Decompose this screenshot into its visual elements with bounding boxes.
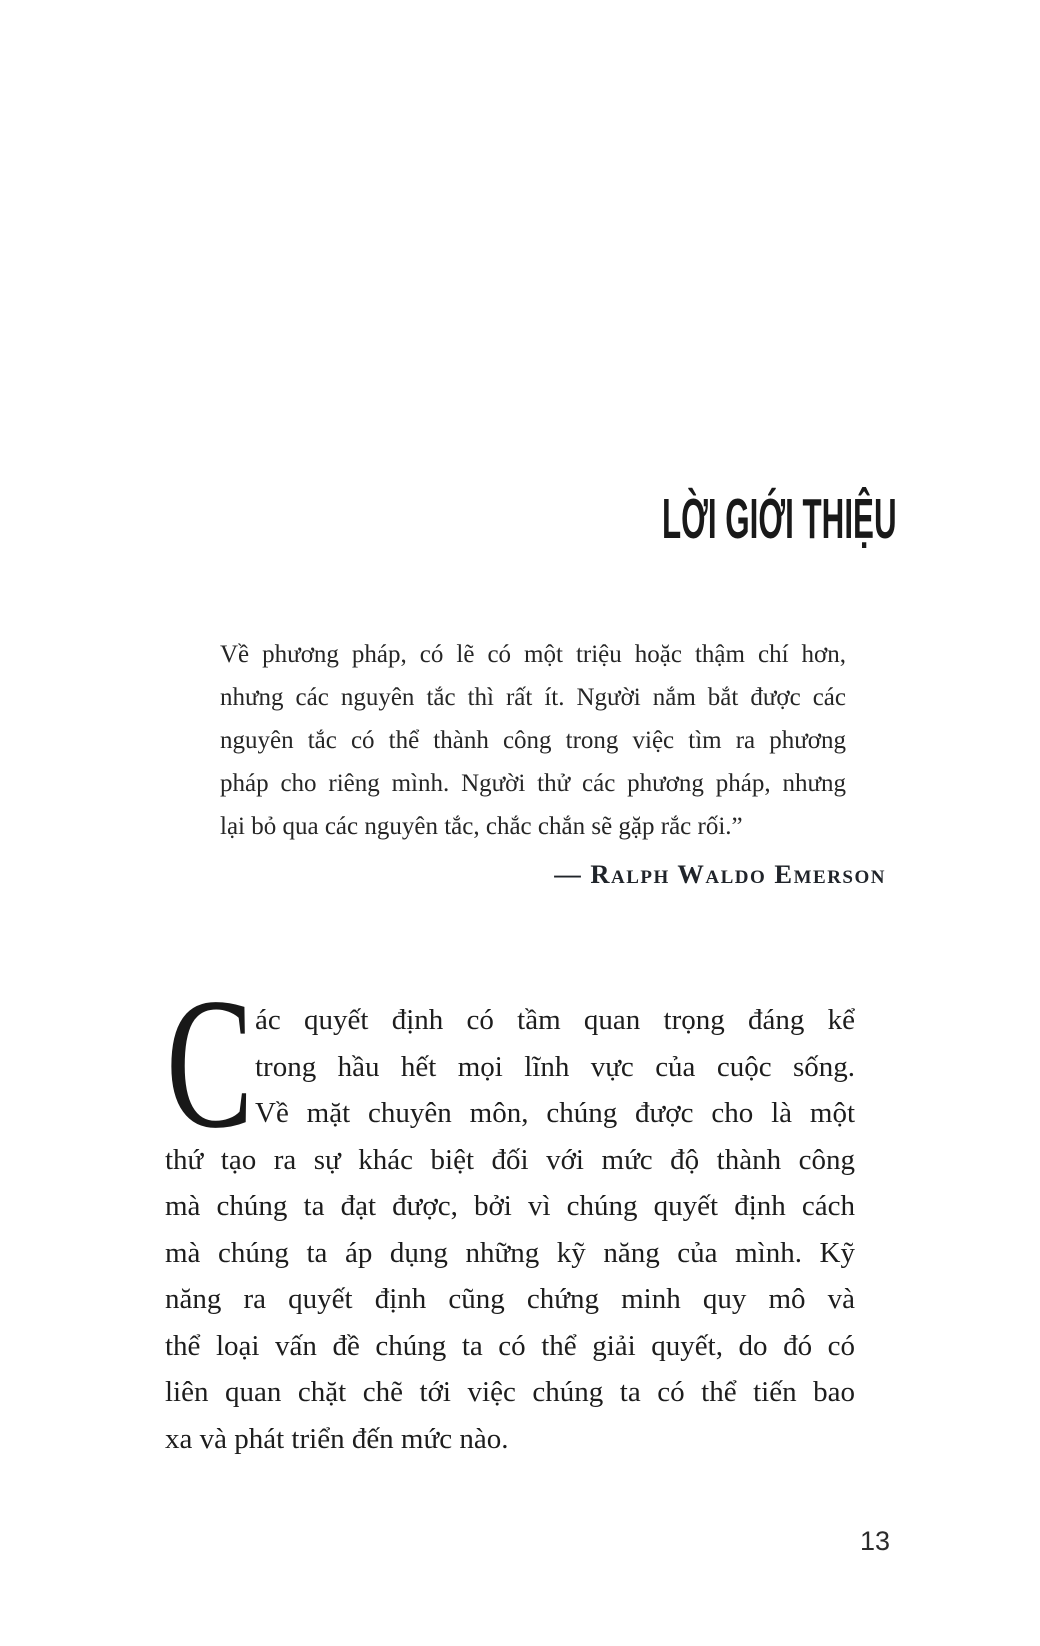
quote-line: pháp cho riêng mình. Người thử các phương pháp, nhưng <box>220 770 846 797</box>
quote-line: nhưng các nguyên tắc thì rất ít. Người nắm bắt được các <box>220 684 846 711</box>
drop-cap: C <box>166 960 254 1167</box>
quote-line: Về phương pháp, có lẽ có một triệu hoặc thậm chí hơn, <box>220 641 846 668</box>
chapter-heading: LỜI GIỚI THIỆU <box>662 487 897 551</box>
epigraph-quote <box>220 633 846 848</box>
body-line: thứ tạo ra sự khác biệt đối với mức độ thành công <box>165 1143 855 1176</box>
body-line: mà chúng ta đạt được, bởi vì chúng quyết định cách <box>165 1190 855 1222</box>
quote-attribution: — Ralph Waldo Emerson <box>554 859 886 889</box>
quote-line: lại bỏ qua các nguyên tắc, chắc chắn sẽ gặp rắc rối.” <box>220 813 743 840</box>
body-line: xa và phát triển đến mức nào. <box>165 1422 509 1455</box>
body-line: mà chúng ta áp dụng những kỹ năng của mình. Kỹ <box>165 1236 855 1269</box>
body-line: thể loại vấn đề chúng ta có thể giải quyết, do đó có <box>165 1329 855 1362</box>
body-paragraph <box>165 997 855 1462</box>
quote-line: nguyên tắc có thể thành công trong việc tìm ra phương <box>220 727 846 754</box>
page-number: 13 <box>859 1526 890 1556</box>
body-line: trong hầu hết mọi lĩnh vực của cuộc sống. <box>255 1050 855 1083</box>
body-line: liên quan chặt chẽ tới việc chúng ta có thể tiến bao <box>165 1376 855 1408</box>
body-line: Về mặt chuyên môn, chúng được cho là một <box>255 1097 855 1129</box>
body-line: năng ra quyết định cũng chứng minh quy mô và <box>165 1283 855 1315</box>
body-line: ác quyết định có tầm quan trọng đáng kể <box>255 1004 855 1036</box>
